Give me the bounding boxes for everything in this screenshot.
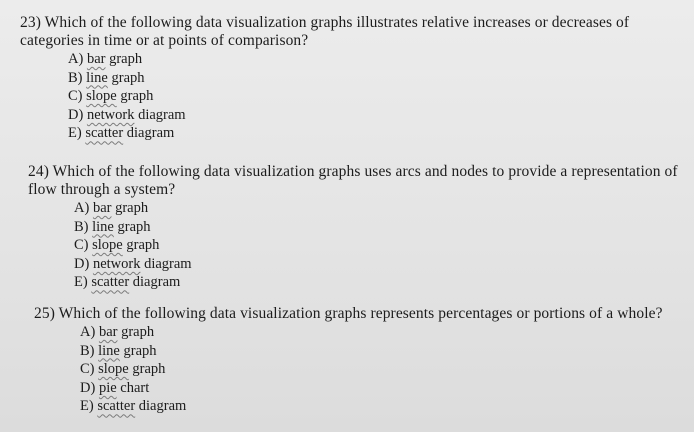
option-letter: A): [80, 324, 96, 340]
option-term: scatter: [85, 125, 124, 142]
option-term: network: [92, 255, 141, 272]
option-d: [68, 106, 660, 125]
option-d: [80, 379, 674, 398]
option-b: [74, 218, 688, 237]
option-term: scatter: [91, 274, 130, 291]
option-letter: C): [74, 237, 89, 254]
option-rest: graph: [109, 51, 143, 67]
option-a: [68, 50, 660, 69]
option-rest: diagram: [138, 106, 186, 123]
option-letter: E): [80, 398, 94, 415]
option-rest: diagram: [138, 398, 187, 415]
question-text: 25) Which of the following data visualization graphs represents percentages or portions of a whole?: [34, 305, 663, 322]
question-23: [20, 14, 660, 143]
question-text: 24) Which of the following data visualization graphs uses arcs and nodes to provide a representation of flow through a system?: [28, 163, 678, 198]
question-25: [34, 305, 674, 416]
option-b: [80, 342, 674, 361]
option-e: [74, 273, 688, 292]
option-rest: graph: [132, 361, 166, 378]
option-term: slope: [98, 361, 129, 378]
question-24: [28, 163, 688, 292]
option-rest: diagram: [144, 255, 192, 272]
option-b: [68, 69, 660, 88]
options-list: [74, 199, 688, 292]
option-rest: graph: [126, 237, 160, 254]
option-rest: graph: [120, 88, 154, 105]
option-rest: graph: [111, 69, 145, 86]
option-rest: chart: [120, 379, 150, 396]
option-c: [80, 360, 674, 379]
question-text: 23) Which of the following data visualization graphs illustrates relative increases or decreases of categories in time or at points of comparison?: [20, 14, 630, 49]
option-letter: A): [68, 51, 84, 67]
option-c: [68, 87, 660, 106]
option-letter: E): [68, 125, 82, 142]
option-e: [68, 124, 660, 143]
option-term: slope: [92, 237, 123, 254]
option-term: scatter: [97, 398, 136, 415]
option-rest: diagram: [132, 274, 181, 291]
option-term: bar: [98, 324, 118, 340]
option-e: [80, 397, 674, 416]
option-letter: D): [68, 106, 84, 123]
option-term: pie: [98, 379, 117, 396]
option-a: [74, 199, 688, 218]
option-rest: graph: [117, 218, 151, 235]
option-c: [74, 236, 688, 255]
option-term: bar: [92, 200, 112, 216]
option-letter: B): [68, 69, 83, 86]
option-rest: graph: [121, 324, 155, 340]
option-a: [80, 323, 674, 342]
option-letter: D): [80, 379, 96, 396]
option-rest: graph: [115, 200, 149, 216]
option-d: [74, 255, 688, 274]
option-term: slope: [86, 88, 117, 105]
option-letter: B): [74, 218, 89, 235]
option-term: line: [98, 342, 120, 359]
option-letter: E): [74, 274, 88, 291]
option-term: line: [86, 69, 108, 86]
option-letter: D): [74, 255, 90, 272]
option-term: line: [92, 218, 114, 235]
option-letter: A): [74, 200, 90, 216]
option-term: network: [86, 106, 135, 123]
option-letter: C): [80, 361, 95, 378]
options-list: [80, 323, 674, 416]
option-letter: B): [80, 342, 95, 359]
option-rest: diagram: [126, 125, 175, 142]
option-rest: graph: [123, 342, 157, 359]
options-list: [68, 50, 660, 143]
option-term: bar: [86, 51, 106, 67]
option-letter: C): [68, 88, 83, 105]
